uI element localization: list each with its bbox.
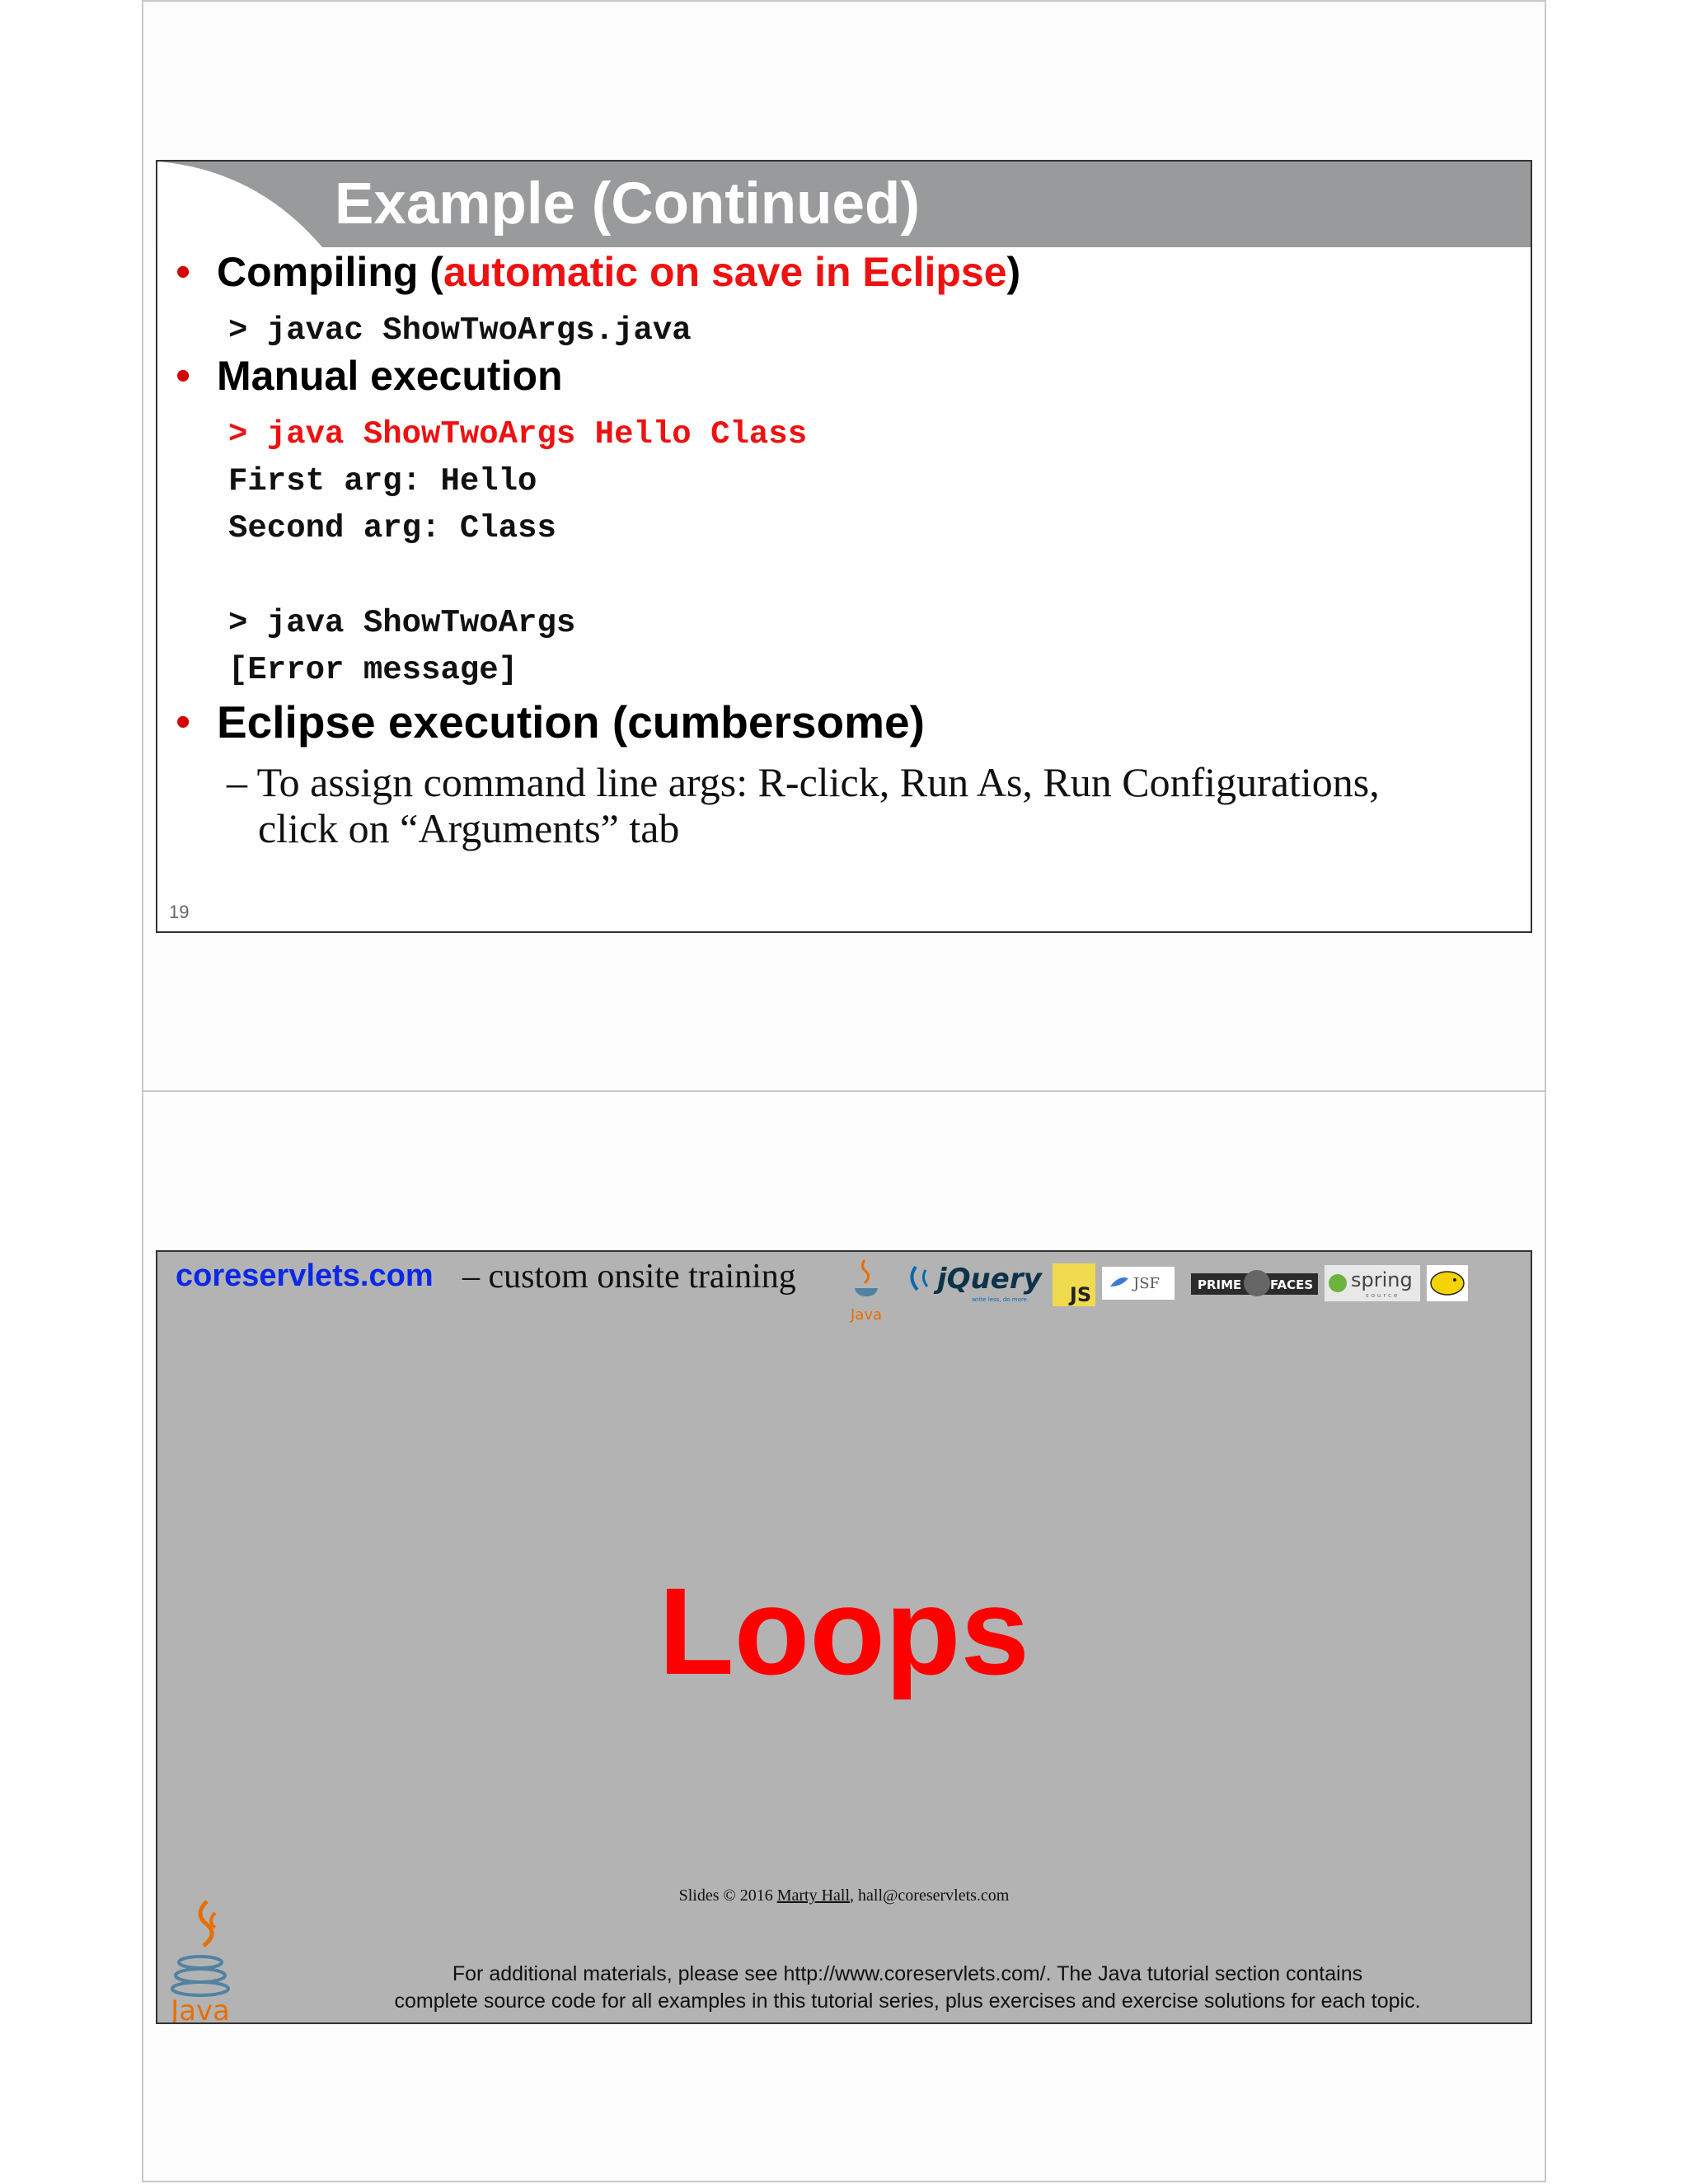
code-run-command-noargs: > java ShowTwoArgs [228, 605, 576, 641]
bullet-compiling [217, 247, 1020, 297]
brand-link[interactable]: coreservlets.com [176, 1258, 434, 1293]
sub-bullet-line1: – To assign command line args: R-click, Run As, Run Configurations, [227, 759, 1380, 805]
technology-logos [848, 1252, 1524, 1328]
jquery-tagline: write less, do more. [972, 1296, 1029, 1303]
jquery-label: jQuery [937, 1263, 1042, 1296]
spring-logo [1325, 1265, 1420, 1301]
code-error-message: [Error message] [228, 652, 518, 688]
code-output-first: First arg: Hello [228, 463, 537, 499]
java-small-label: Java [850, 1306, 883, 1324]
section-title: Loops [659, 1562, 1029, 1700]
sub-bullet-line2: click on “Arguments” tab [258, 805, 680, 851]
compiling-highlight: automatic on save in Eclipse [443, 249, 1007, 295]
hadoop-elephant-icon [1427, 1265, 1468, 1301]
code-run-command: > java ShowTwoArgs Hello Class [228, 416, 808, 452]
page-number: 19 [169, 902, 190, 922]
footer-line1: For additional materials, please see http://www.coreservlets.com/. The Java tutorial section contains [452, 1962, 1363, 1985]
java-logo [167, 1895, 241, 2027]
bullet-marker: • [176, 698, 191, 746]
compiling-suffix: ) [1006, 249, 1021, 295]
jsf-label: JSF [1133, 1275, 1160, 1292]
author-link[interactable]: Marty Hall [776, 1886, 851, 1905]
code-compile-command: > javac ShowTwoArgs.java [228, 312, 692, 349]
slide-loops [156, 1250, 1532, 2027]
js-logo [1053, 1263, 1095, 1306]
page-divider [142, 1090, 1546, 1092]
jquery-logo [912, 1263, 1043, 1303]
java-logo-label: Java [171, 1994, 230, 2027]
footer-note [306, 1961, 1509, 2015]
copyright-line [157, 1886, 1531, 1905]
primefaces-logo [1191, 1270, 1318, 1296]
footer-line2: complete source code for all examples in this tutorial series, plus exercises and exercise solutions for each topic. [394, 1990, 1421, 2013]
primefaces-label-a: PRIME [1198, 1277, 1242, 1292]
copyright-prefix: Slides © 2016 [678, 1886, 777, 1905]
js-label: JS [1069, 1283, 1092, 1306]
title-bar [157, 162, 1531, 247]
spring-sub-label: source [1366, 1292, 1400, 1299]
bullet-marker: • [176, 248, 191, 296]
java-logo-small [850, 1260, 882, 1324]
brand-tagline: – custom onsite training [462, 1258, 796, 1296]
bullet-eclipse-execution: Eclipse execution (cumbersome) [217, 696, 925, 748]
compiling-prefix: Compiling ( [217, 249, 443, 295]
jsf-logo [1102, 1267, 1175, 1300]
code-output-second: Second arg: Class [228, 510, 556, 546]
slide-example-continued [156, 160, 1532, 933]
spring-label: spring [1351, 1268, 1413, 1291]
bullet-marker: • [176, 352, 191, 400]
copyright-suffix: , hall@coreservlets.com [850, 1886, 1010, 1905]
bullet-manual-execution: Manual execution [217, 353, 563, 399]
primefaces-label-b: FACES [1270, 1277, 1314, 1292]
slide-title: Example (Continued) [335, 171, 921, 237]
